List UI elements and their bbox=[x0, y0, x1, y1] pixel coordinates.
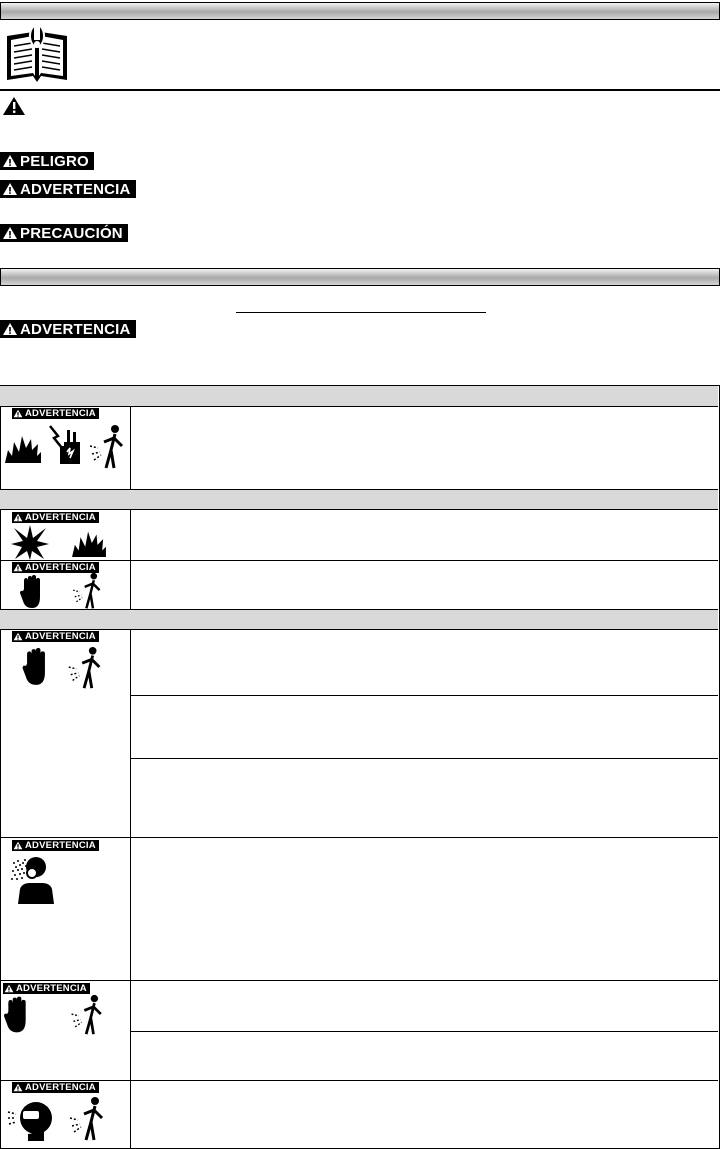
badge-label: ADVERTENCIA bbox=[25, 562, 96, 573]
badge-advertencia-main bbox=[0, 320, 136, 338]
table-rule bbox=[0, 560, 718, 561]
table-column-rule bbox=[130, 509, 131, 609]
alert-triangle-icon bbox=[13, 632, 23, 641]
alert-triangle-icon bbox=[13, 841, 23, 850]
badge-precaucion bbox=[0, 224, 128, 242]
fire-icon bbox=[4, 430, 42, 464]
explosion-icon bbox=[10, 524, 50, 560]
alert-triangle-icon bbox=[2, 96, 26, 116]
alert-triangle-icon bbox=[13, 513, 23, 522]
badge-advertencia-row6 bbox=[3, 983, 90, 994]
table-column-rule bbox=[130, 629, 131, 1148]
badge-advertencia-row4 bbox=[12, 631, 99, 642]
table-group-header bbox=[0, 386, 718, 406]
badge-advertencia-row1 bbox=[12, 408, 99, 419]
badge-label: ADVERTENCIA bbox=[20, 320, 131, 338]
section-header-bar bbox=[0, 2, 720, 20]
alert-triangle-icon bbox=[13, 563, 23, 572]
badge-label: ADVERTENCIA bbox=[25, 408, 96, 419]
badge-advertencia bbox=[0, 180, 136, 198]
badge-label: PELIGRO bbox=[20, 152, 89, 170]
table-rule bbox=[0, 837, 718, 838]
table-rule bbox=[0, 1080, 718, 1081]
table-rule bbox=[130, 758, 718, 759]
person-shock-icon bbox=[68, 1096, 108, 1142]
alert-triangle-icon bbox=[4, 984, 14, 993]
alert-triangle-icon bbox=[13, 409, 23, 418]
alert-triangle-icon bbox=[2, 226, 18, 240]
badge-label: ADVERTENCIA bbox=[25, 512, 96, 523]
underline-rule bbox=[236, 312, 486, 313]
hand-icon bbox=[22, 648, 50, 686]
alert-triangle-icon bbox=[13, 1083, 23, 1092]
badge-peligro bbox=[0, 152, 94, 170]
badge-label: ADVERTENCIA bbox=[25, 631, 96, 642]
badge-label: ADVERTENCIA bbox=[20, 180, 131, 198]
alert-triangle-icon bbox=[2, 182, 18, 196]
table-column-rule bbox=[130, 406, 131, 489]
person-shock-icon bbox=[68, 572, 108, 610]
table-rule bbox=[0, 489, 718, 490]
section-header-bar bbox=[0, 268, 720, 286]
table-rule bbox=[0, 509, 718, 510]
badge-label: PRECAUCIÓN bbox=[20, 224, 123, 242]
hand-icon bbox=[20, 575, 44, 609]
person-shock-icon bbox=[66, 646, 106, 690]
badge-advertencia-row2 bbox=[12, 512, 99, 523]
respirator-icon bbox=[10, 855, 58, 905]
table-rule bbox=[0, 980, 718, 981]
table-rule bbox=[0, 406, 718, 407]
table-group-header bbox=[0, 610, 718, 629]
divider bbox=[0, 89, 720, 91]
table-rule bbox=[130, 695, 718, 696]
table-group-header bbox=[0, 490, 718, 509]
hand-icon bbox=[4, 996, 30, 1034]
electric-shock-icon bbox=[46, 424, 86, 468]
badge-advertencia-row7 bbox=[12, 1082, 99, 1093]
manual-with-exclamation-icon bbox=[3, 24, 71, 86]
table-rule bbox=[0, 629, 718, 630]
badge-advertencia-row5 bbox=[12, 840, 99, 851]
fire-icon bbox=[70, 526, 108, 558]
badge-label: ADVERTENCIA bbox=[25, 1082, 96, 1093]
badge-label: ADVERTENCIA bbox=[25, 840, 96, 851]
person-shock-icon bbox=[68, 994, 108, 1036]
alert-triangle-icon bbox=[2, 154, 18, 168]
person-shock-icon bbox=[88, 424, 128, 470]
alert-triangle-icon bbox=[2, 322, 18, 336]
safety-goggles-icon bbox=[6, 1098, 54, 1142]
table-rule bbox=[130, 1031, 718, 1032]
badge-label: ADVERTENCIA bbox=[16, 983, 87, 994]
